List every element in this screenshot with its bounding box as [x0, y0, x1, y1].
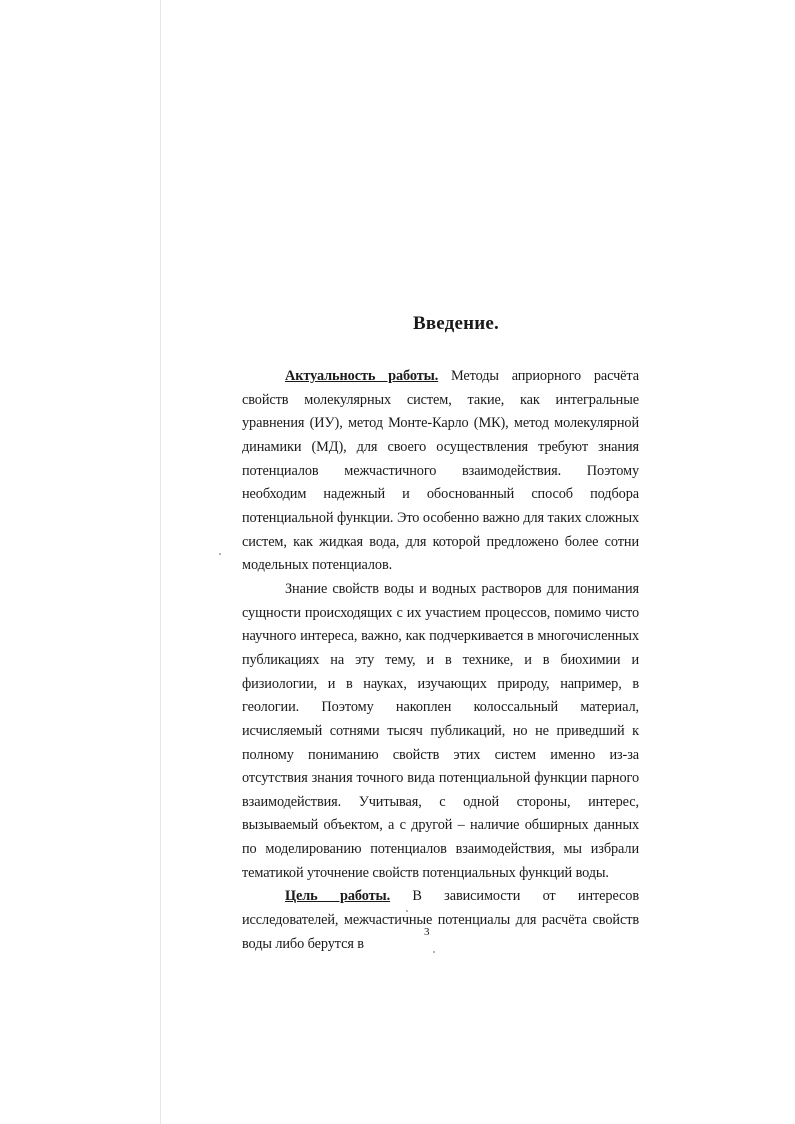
body-text	[242, 365, 639, 956]
paragraph-goal	[242, 885, 639, 956]
scan-speck	[219, 553, 221, 555]
page-number: 3	[424, 926, 430, 938]
paragraph-water-properties	[242, 578, 639, 886]
paragraph-text: Методы априорного расчёта свойств молекулярных систем, такие, как интегральные уравнения (ИУ), метод Монте-Карло (МК), метод молекулярной динамики (МД), для своего осуществления требуют знания потенциалов межчастичного взаимодействия. Поэтому необходим надежный и обоснованный способ подбора потенциальной функции. Это особенно важно для таких сложных систем, как жидкая вода, для которой предложено более сотни модельных потенциалов.	[242, 368, 639, 574]
paragraph-text: В зависимости от интересов исследователей, межчастичные потенциалы для расчёта свойств воды либо берутся в	[242, 888, 639, 952]
paragraph-text: Знание свойств воды и водных растворов для понимания сущности происходящих с их участием процессов, помимо чисто научного интереса, важно, как подчеркивается в многочисленных публикациях на эту тему, и в технике, и в биохимии и физиологии, и в науках, изучающих природу, например, в геологии. Поэтому накоплен колоссальный материал, исчисляемый сотнями тысяч публикаций, но не приведший к полному пониманию свойств этих систем именно из-за отсутствия знания точного вида потенциальной функции парного взаимодействия. Учитывая, с одной стороны, интерес, вызываемый объектом, а с другой – наличие обширных данных по моделированию потенциалов взаимодействия, мы избрали тематикой уточнение свойств потенциальных функций воды.	[242, 580, 639, 881]
scan-edge	[160, 0, 161, 1124]
page-title: Введение.	[412, 312, 500, 334]
paragraph-lead: Цель работы.	[285, 888, 391, 905]
paragraph-relevance	[242, 365, 639, 578]
scan-speck	[433, 951, 435, 953]
paragraph-lead: Актуальность работы.	[285, 368, 439, 384]
scan-speck	[406, 910, 408, 912]
